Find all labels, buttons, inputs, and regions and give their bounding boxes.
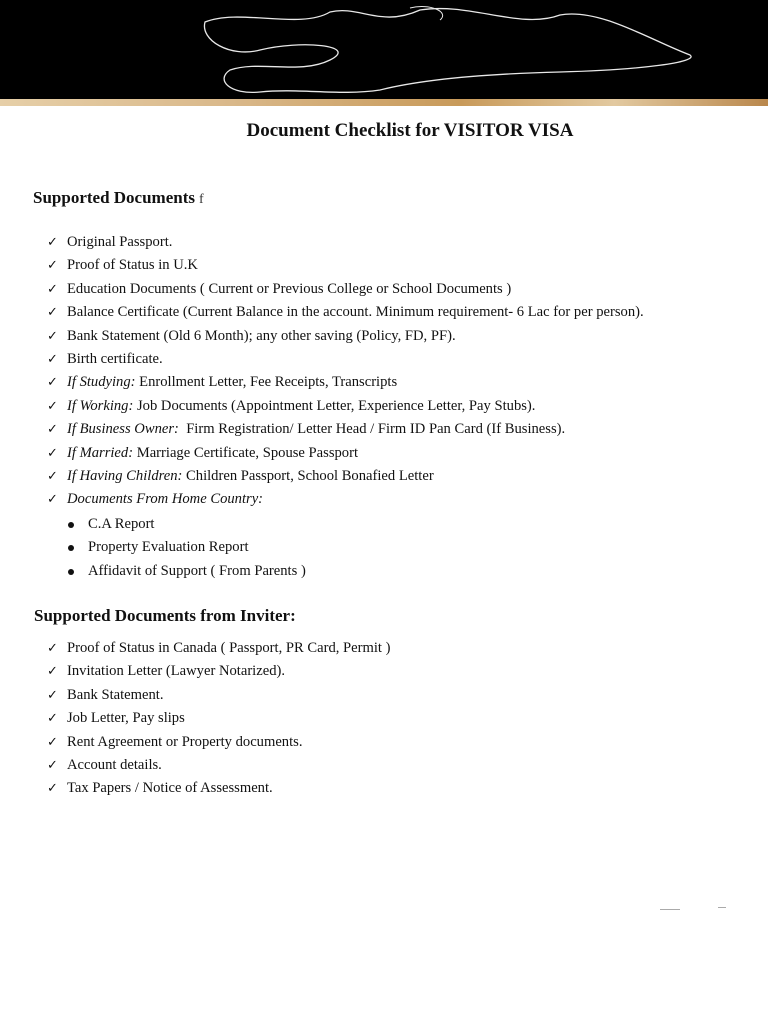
check-mark-icon: ✓ [47, 734, 58, 750]
bullet-icon [68, 545, 74, 551]
check-mark-icon: ✓ [47, 687, 58, 703]
check-mark-icon: ✓ [47, 422, 58, 438]
list-item: ✓ Job Letter, Pay slips [0, 707, 390, 730]
check-mark-icon: ✓ [47, 398, 58, 414]
check-mark-icon: ✓ [47, 305, 58, 321]
check-mark-icon: ✓ [47, 281, 58, 297]
list-item: ✓ If Working: Job Documents (Appointment Letter, Experience Letter, Pay Stubs). [0, 395, 644, 418]
list-item: ✓ Account details. [0, 754, 390, 777]
sublist-item: C.A Report [0, 513, 306, 536]
list-item: ✓ Proof of Status in U.K [0, 254, 644, 277]
scan-artifact [718, 907, 726, 908]
list-item: ✓ Birth certificate. [0, 348, 644, 371]
check-mark-icon: ✓ [47, 468, 58, 484]
check-mark-icon: ✓ [47, 235, 58, 250]
sublist-item: Affidavit of Support ( From Parents ) [0, 560, 306, 583]
list-item: ✓ If Business Owner: Firm Registration/ Letter Head / Firm ID Pan Card (If Business). [0, 418, 644, 441]
bullet-icon [68, 569, 74, 575]
list-item: ✓ Proof of Status in Canada ( Passport, PR Card, Permit ) [0, 637, 390, 660]
list-item: ✓ Bank Statement (Old 6 Month); any other saving (Policy, FD, PF). [0, 325, 644, 348]
list-item: ✓ Documents From Home Country: [0, 488, 644, 511]
section-heading-suffix: f [199, 192, 204, 207]
check-mark-icon: ✓ [47, 711, 58, 727]
check-mark-icon: ✓ [47, 445, 58, 461]
redaction-scribble [0, 0, 768, 106]
list-item: ✓ Tax Papers / Notice of Assessment. [0, 777, 390, 800]
check-mark-icon: ✓ [47, 757, 58, 773]
list-item: ✓ Rent Agreement or Property documents. [0, 731, 390, 754]
list-item: ✓ If Studying: Enrollment Letter, Fee Receipts, Transcripts [0, 371, 644, 394]
check-mark-icon: ✓ [47, 781, 58, 797]
applicant-checklist [0, 231, 644, 512]
bullet-icon [68, 522, 74, 528]
list-item: ✓ Education Documents ( Current or Previous College or School Documents ) [0, 278, 644, 301]
check-mark-icon: ✓ [47, 664, 58, 680]
check-mark-icon: ✓ [47, 641, 58, 656]
header-banner [0, 0, 768, 106]
check-mark-icon: ✓ [47, 258, 58, 274]
check-mark-icon: ✓ [47, 351, 58, 367]
list-item: ✓ Balance Certificate (Current Balance in the account. Minimum requirement- 6 Lac for per person). [0, 301, 644, 324]
section-heading-text: Supported Documents [33, 188, 195, 207]
home-country-sublist [0, 513, 306, 583]
list-item: ✓ Original Passport. [0, 231, 644, 254]
section-heading-inviter: Supported Documents from Inviter: [34, 606, 296, 625]
scan-artifact [660, 909, 680, 910]
banner-gold-strip [0, 99, 768, 106]
list-item: ✓ Bank Statement. [0, 684, 390, 707]
check-mark-icon: ✓ [47, 328, 58, 344]
page-title: Document Checklist for VISITOR VISA [246, 120, 574, 141]
section-heading-supported-documents [33, 188, 204, 208]
list-item: ✓ If Having Children: Children Passport, School Bonafied Letter [0, 465, 644, 488]
check-mark-icon: ✓ [47, 492, 58, 508]
sublist-item: Property Evaluation Report [0, 536, 306, 559]
list-item: ✓ If Married: Marriage Certificate, Spouse Passport [0, 442, 644, 465]
inviter-checklist [0, 637, 390, 801]
check-mark-icon: ✓ [47, 375, 58, 391]
list-item: ✓ Invitation Letter (Lawyer Notarized). [0, 660, 390, 683]
